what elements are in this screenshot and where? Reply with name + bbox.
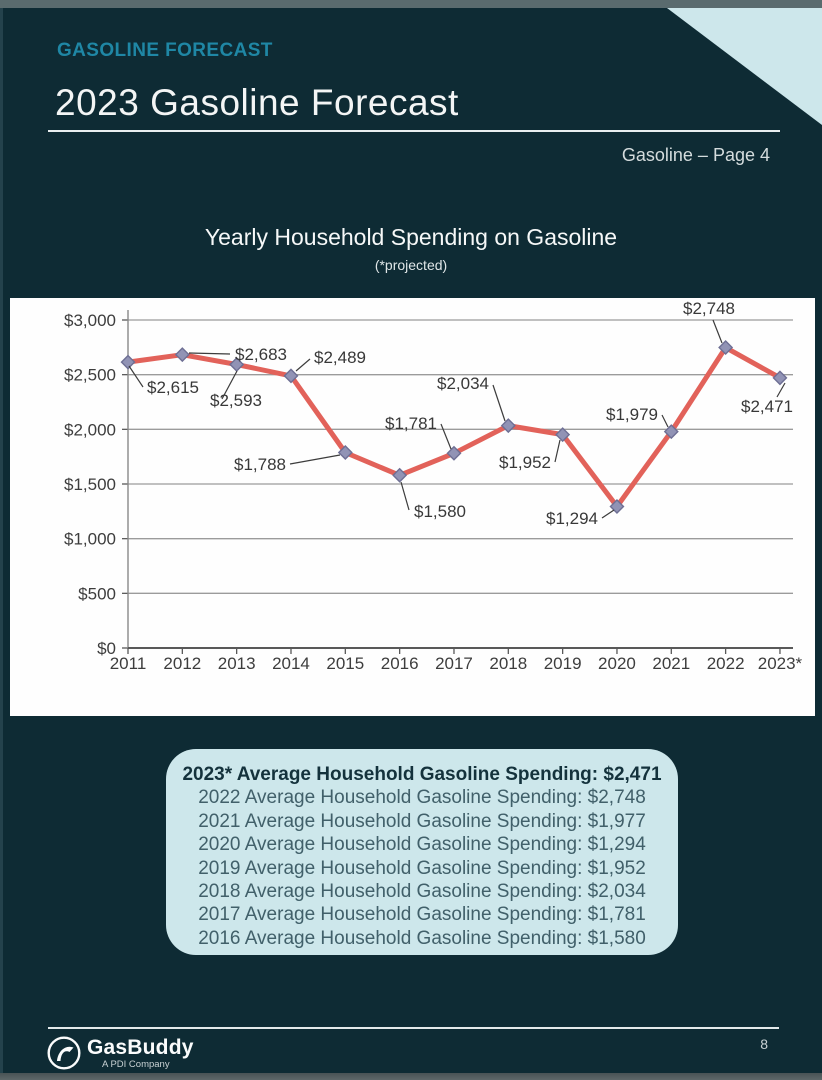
svg-text:$1,500: $1,500 <box>64 475 116 494</box>
chart-subtitle: (*projected) <box>374 257 448 273</box>
brand-name: GasBuddy <box>87 1035 194 1059</box>
data-point-value-label: $1,952 <box>499 453 551 472</box>
data-point-markers <box>122 341 787 513</box>
data-point-value-label: $2,615 <box>147 378 199 397</box>
page-title: 2023 Gasoline Forecast <box>55 82 459 123</box>
svg-text:$3,000: $3,000 <box>64 311 116 330</box>
svg-text:2016: 2016 <box>380 654 419 673</box>
svg-text:2018: 2018 <box>489 654 528 673</box>
gridlines-and-y-axis-labels <box>64 311 793 658</box>
callout-leader-line <box>602 510 614 518</box>
data-point-marker <box>122 356 135 369</box>
callout-leader-line <box>401 482 409 510</box>
callout-leader-line <box>777 383 785 397</box>
footer-rule <box>48 1027 779 1029</box>
x-axis-labels <box>110 648 803 673</box>
svg-text:2012: 2012 <box>163 654 202 673</box>
data-point-value-label: $1,294 <box>546 509 598 528</box>
summary-line: 2020 Average Household Gasoline Spending: $1,294 <box>198 834 646 856</box>
svg-text:2022: 2022 <box>706 654 745 673</box>
chart-title: Yearly Household Spending on Gasoline <box>204 224 618 250</box>
svg-text:$2,000: $2,000 <box>64 420 116 440</box>
svg-text:2023*: 2023* <box>757 654 803 673</box>
data-point-value-label: $2,471 <box>741 397 793 416</box>
spending-series-line <box>128 348 780 507</box>
data-point-value-label: $1,979 <box>606 405 658 424</box>
data-point-value-label: $2,683 <box>235 345 287 364</box>
data-point-value-label: $1,788 <box>234 455 286 474</box>
brand-tagline: A PDI Company <box>102 1058 170 1070</box>
svg-text:2011: 2011 <box>109 654 147 673</box>
spending-line-chart <box>10 298 815 716</box>
callout-leader-line <box>296 359 310 371</box>
summary-line: 2019 Average Household Gasoline Spending: $1,952 <box>198 857 646 879</box>
callout-leader-line <box>713 320 722 343</box>
summary-line: 2023* Average Household Gasoline Spending: $2,471 <box>182 764 662 785</box>
callout-leader-line <box>662 415 668 427</box>
left-edge-strip <box>0 8 3 1074</box>
svg-text:$500: $500 <box>78 584 116 604</box>
bottom-edge-strip <box>0 1073 822 1080</box>
svg-text:2020: 2020 <box>598 654 636 673</box>
top-edge-strip <box>0 0 822 8</box>
summary-line: 2016 Average Household Gasoline Spending: $1,580 <box>198 927 646 949</box>
summary-line: 2022 Average Household Gasoline Spending: $2,748 <box>198 787 646 809</box>
summary-line: 2021 Average Household Gasoline Spending: $1,977 <box>198 810 646 832</box>
summary-line: 2017 Average Household Gasoline Spending: $1,781 <box>198 904 646 926</box>
svg-text:2015: 2015 <box>326 654 365 673</box>
svg-text:2019: 2019 <box>543 654 582 673</box>
data-point-value-label: $1,580 <box>414 502 466 521</box>
data-point-callouts <box>129 299 793 528</box>
svg-text:$2,500: $2,500 <box>64 365 116 385</box>
section-kicker: GASOLINE FORECAST <box>57 40 273 61</box>
callout-leader-line <box>290 455 340 464</box>
svg-text:2021: 2021 <box>652 654 691 673</box>
data-point-value-label: $2,748 <box>683 299 735 318</box>
callout-leader-line <box>129 366 143 387</box>
svg-text:2013: 2013 <box>217 654 256 673</box>
summary-line: 2018 Average Household Gasoline Spending: $2,034 <box>198 881 646 903</box>
data-point-value-label: $2,034 <box>437 374 489 393</box>
svg-text:$1,000: $1,000 <box>64 529 116 549</box>
data-point-marker <box>176 348 189 361</box>
data-point-value-label: $2,593 <box>210 391 262 410</box>
callout-leader-line <box>441 424 451 449</box>
data-point-value-label: $2,489 <box>314 348 366 367</box>
header-rule <box>48 130 780 132</box>
callout-leader-line <box>555 440 560 462</box>
data-point-value-label: $1,781 <box>385 414 437 433</box>
page-number: 8 <box>760 1036 768 1052</box>
svg-text:2014: 2014 <box>272 654 310 673</box>
callout-leader-line <box>493 385 505 421</box>
svg-text:$0: $0 <box>97 639 116 658</box>
chart-panel <box>10 298 815 716</box>
corner-triangle-decoration <box>667 8 822 125</box>
svg-text:2017: 2017 <box>435 654 473 673</box>
callout-leader-line <box>189 353 230 354</box>
summary-box <box>166 749 678 955</box>
page-reference: Gasoline – Page 4 <box>621 145 770 165</box>
